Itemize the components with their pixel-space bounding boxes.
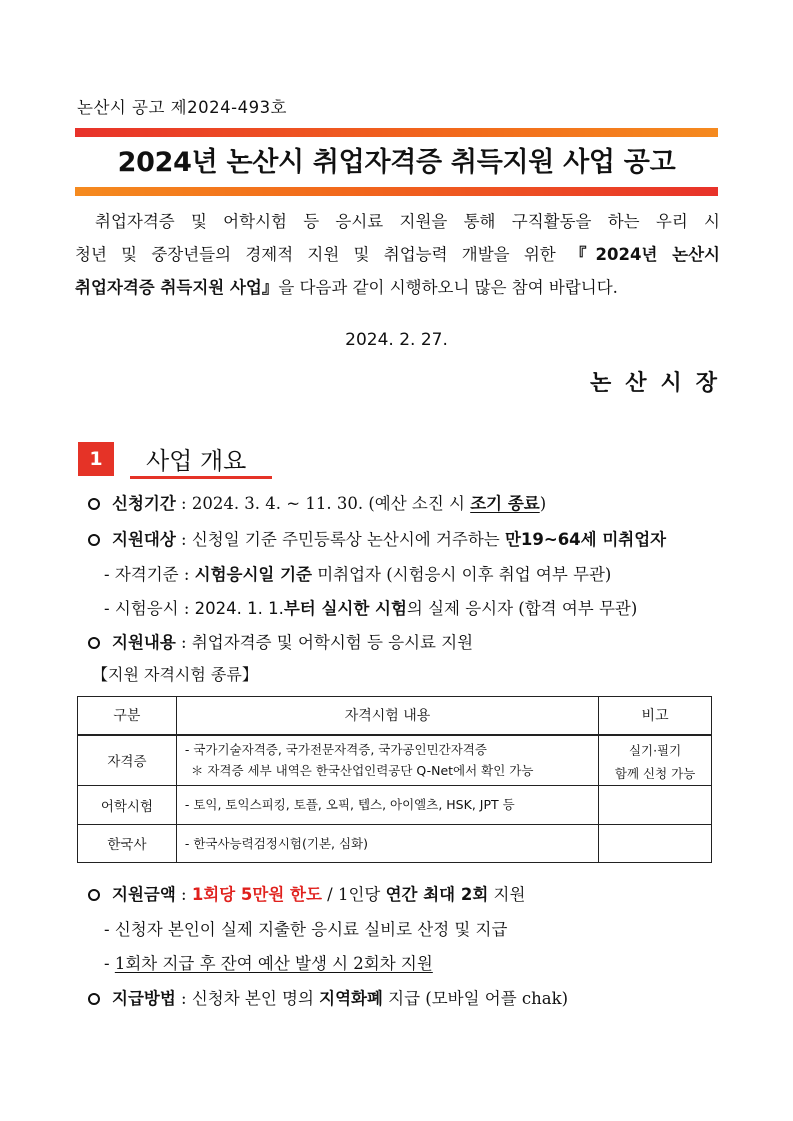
period-early-end: 조기 종료 xyxy=(470,494,540,513)
amount-label: 지원금액 xyxy=(112,885,176,904)
payment-colon: : xyxy=(175,989,192,1008)
note-line-2: 함께 신청 가능 xyxy=(614,765,696,781)
table-row xyxy=(78,785,712,824)
intro-program-name-b: 취업자격증 취득지원 사업』 xyxy=(75,278,279,297)
amount-sub-2-text: 1회차 지급 후 잔여 예산 발생 시 2회차 지원 xyxy=(114,954,433,973)
title-bottom-bar xyxy=(75,187,718,196)
table-row xyxy=(78,735,712,786)
notice-number: 논산시 공고 제2024-493호 xyxy=(77,98,288,117)
intro-line-3 xyxy=(75,271,720,304)
amount-sub-item-1: - 신청자 본인이 실제 지출한 응시료 실비로 산정 및 지급 xyxy=(104,920,508,939)
content-label: 지원내용 xyxy=(112,633,176,652)
intro-program-name-a: 『2024년 논산시 xyxy=(570,245,720,264)
title-top-bar xyxy=(75,128,718,137)
amount-mid: / 1인당 xyxy=(321,885,386,904)
page-title: 2024년 논산시 취업자격증 취득지원 사업 공고 xyxy=(117,147,676,178)
payment-tail: 지급 (모바일 어플 chak) xyxy=(382,989,569,1008)
criteria-item xyxy=(104,561,611,585)
criteria-text: 미취업자 (시험응시 이후 취업 여부 무관) xyxy=(311,565,612,584)
section-title-underline xyxy=(130,476,272,479)
amount-colon: : xyxy=(175,885,192,904)
amount-sub-item-2 xyxy=(104,950,433,974)
period-colon: : xyxy=(175,494,192,513)
content-item xyxy=(88,629,473,653)
note-line-1: 실기·필기 xyxy=(628,742,682,758)
amount-item xyxy=(88,881,525,905)
table-cell-category: 어학시험 xyxy=(78,785,177,824)
period-label: 신청기간 xyxy=(112,494,176,513)
target-text: 신청일 기준 주민등록상 논산시에 거주하는 xyxy=(191,530,505,549)
table-cell-note xyxy=(599,735,712,786)
circle-bullet-icon xyxy=(88,889,100,901)
circle-bullet-icon xyxy=(88,993,100,1005)
circle-bullet-icon xyxy=(88,498,100,510)
table-cell-note xyxy=(599,785,712,824)
exam-type-table xyxy=(77,696,712,863)
circle-bullet-icon xyxy=(88,637,100,649)
table-cell-category: 자격증 xyxy=(78,735,177,786)
criteria-prefix: - 자격기준 : xyxy=(104,565,195,584)
intro-line-2 xyxy=(75,238,720,271)
table-header-note: 비고 xyxy=(599,697,712,735)
table-header-content: 자격시험 내용 xyxy=(176,697,598,735)
intro-line-1: 취업자격증 및 어학시험 등 응시료 지원을 통해 구직활동을 하는 우리 시 xyxy=(95,212,720,231)
content-line: - 국가기술자격증, 국가전문자격증, 국가공인민간자격증 xyxy=(184,742,487,757)
amount-sub-2-prefix: - xyxy=(104,954,115,973)
table-caption: 【지원 자격시험 종류】 xyxy=(92,665,258,684)
intro-line-2-text: 청년 및 중장년들의 경제적 지원 및 취업능력 개발을 위한 xyxy=(75,245,571,264)
table-cell-content: - 한국사능력검정시험(기본, 심화) xyxy=(176,824,598,862)
criteria-emph: 시험응시일 기준 xyxy=(194,565,312,584)
target-label: 지원대상 xyxy=(112,530,176,549)
amount-max-times: 연간 최대 2회 xyxy=(385,885,489,904)
notice-date: 2024. 2. 27. xyxy=(345,330,448,350)
payment-item xyxy=(88,985,568,1009)
amount-tail: 지원 xyxy=(488,885,526,904)
table-cell-content: - 토익, 토익스피킹, 토플, 오픽, 텝스, 아이엘츠, HSK, JPT 등 xyxy=(176,785,598,824)
exam-date-item xyxy=(104,595,637,619)
exam-date-prefix: - 시험응시 : xyxy=(104,599,195,618)
section-title: 사업 개요 xyxy=(146,447,247,475)
content-text: 취업자격증 및 어학시험 등 응시료 지원 xyxy=(191,633,474,652)
intro-paragraph xyxy=(75,205,720,304)
table-header-category: 구분 xyxy=(78,697,177,735)
intro-line-3-text: 을 다음과 같이 시행하오니 많은 참여 바랍니다. xyxy=(278,278,618,297)
table-cell-category: 한국사 xyxy=(78,824,177,862)
exam-date-emph: 부터 실시한 시험 xyxy=(283,599,407,618)
content-colon: : xyxy=(175,633,192,652)
section-number-badge: 1 xyxy=(78,442,114,476)
circle-bullet-icon xyxy=(88,534,100,546)
table-cell-content xyxy=(176,735,598,786)
mayor-signature: 논산시장 xyxy=(589,371,731,396)
payment-local-currency: 지역화폐 xyxy=(319,989,383,1008)
target-colon: : xyxy=(175,530,192,549)
exam-date-start: 2024. 1. 1. xyxy=(194,599,284,618)
period-text: 2024. 3. 4. ~ 11. 30. (예산 소진 시 xyxy=(191,494,471,513)
table-header-row xyxy=(78,697,712,735)
payment-label: 지급방법 xyxy=(112,989,176,1008)
table-cell-note xyxy=(599,824,712,862)
exam-date-text: 의 실제 응시자 (합격 여부 무관) xyxy=(406,599,638,618)
period-item xyxy=(88,490,546,514)
target-age: 만19~64세 미취업자 xyxy=(504,530,667,549)
period-close: ) xyxy=(539,494,547,513)
target-item xyxy=(88,526,666,550)
payment-text: 신청차 본인 명의 xyxy=(191,989,320,1008)
content-note-line: ＊ 자격증 세부 내역은 한국산업인력공단 Q-Net에서 확인 가능 xyxy=(190,763,534,778)
amount-limit: 1회당 5만원 한도 xyxy=(191,885,322,904)
table-row xyxy=(78,824,712,862)
